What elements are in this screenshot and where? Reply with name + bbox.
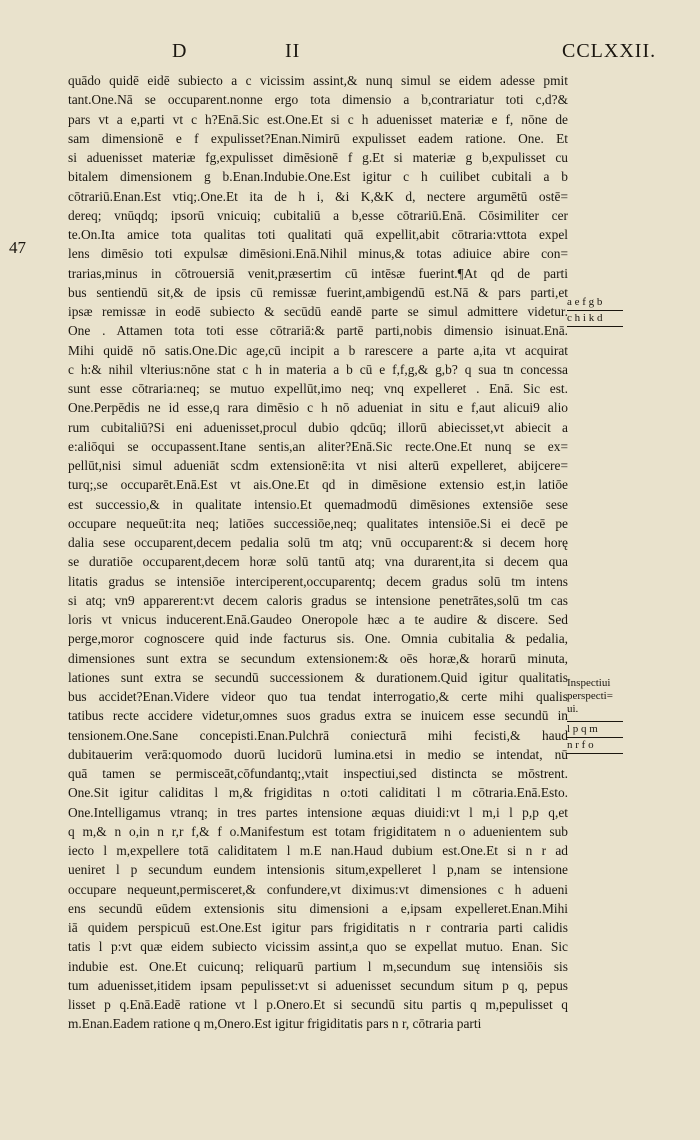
body-text xyxy=(68,71,568,1034)
text-line: indubie est. One.Et cuicunq; reliquarū partium l m,secundum suę intensiōis sis xyxy=(68,958,568,974)
text-line: sam dimensionē e f expulisset?Enan.Nimirū expulisset eadem ratione. One. Et xyxy=(68,130,568,146)
margin-figure-two xyxy=(567,720,623,755)
text-line: dalia sese occuparent,decem pedalia solū tm atq; vnū occuparent:& si decem horę xyxy=(68,535,568,550)
text-line: si atq; vn9 apparerent:vt decem caloris gradus se intensione penetrātes,solū tm cas xyxy=(68,592,568,608)
running-header xyxy=(0,40,700,70)
margin-rule xyxy=(567,721,623,722)
text-line: te.On.Ita amice tota qualitas toti qualitati quā expellit,abit cōtraria:vttota expel xyxy=(68,227,568,242)
text-line: ens secundū eūdem extensionis situ dimensioni a e,ipsam expelleret.Enan.Mihi xyxy=(68,900,568,916)
text-line: litatis gradus se intensiōe interciperent,occuparentq; decem gradus solū tm intens xyxy=(68,573,568,589)
text-line: se duratiōe occuparent,decem horæ solū tantū atq; vna durarent,ita si decem qua xyxy=(68,554,568,570)
text-line: lens dimēsio toti expulsæ dimēsioni.Enā.Nihil minus,& totas adiuice abire con= xyxy=(68,246,568,262)
text-line: iecto l m,expellere totā caliditatem l m.E nan.Haud dubium est.One.Et si n r ad xyxy=(68,843,568,858)
margin-rule xyxy=(567,737,623,738)
text-line: pellūt,nisi simul adueniāt scdm extensionē:ita vt nisi alterū expelleret, abijcere= xyxy=(68,458,568,473)
margin-figure-row: a e f g b xyxy=(567,296,603,308)
folio-number: CCLXXII. xyxy=(562,40,657,62)
text-line: lationes sunt extra se secundū successionem & durationem.Quid igitur qualitatis xyxy=(68,669,568,685)
margin-rule xyxy=(567,310,623,311)
margin-rule xyxy=(567,753,623,754)
text-line: bus sentiendū sit,& de ipsis cū remissæ fuerint,ambigendū est.Nā & pars parti,et xyxy=(68,284,568,300)
text-line: perge,moror cognoscere quid inde facturus sis. One. Omnia cubitalia & pedalia, xyxy=(68,631,568,647)
text-line: bus accidet?Enan.Videre videor quo tua tendat interrogatio,& certe mihi qualis xyxy=(68,689,568,704)
margin-figure-row: l p q m xyxy=(567,723,598,735)
text-line: rum cubitaliū?Si eni aduenisset,procul dubio qdcūq; illorū abiecisset,vt abiecit a xyxy=(68,419,568,435)
text-line: cōtrariū.Enan.Est vtiq;.One.Et ita de h i, &i K,&K d, nectere argumētū ostē= xyxy=(68,188,568,204)
margin-figure-row: c h i k d xyxy=(567,312,603,324)
text-line: One.Intelligamus vtranq; in tres partes intensione æquas diuidi:vt l m,i l p,p q,et xyxy=(68,804,568,820)
text-line: iā quidem perspicuū est.One.Est igitur pars frigiditatis n r contraria parti calidis xyxy=(68,920,568,935)
margin-note-line: perspecti= xyxy=(567,690,613,702)
text-line: quādo quidē eidē subiecto a c vicissim assint,& nunq simul se eidem adesse pmit xyxy=(68,73,568,88)
text-line: m.Enan.Eadem ratione q m,Onero.Est igitur frigiditatis pars n r, cōtraria parti xyxy=(68,1016,482,1032)
text-line: c h:& nihil vlterius:nōne stat c h in materia a b cū e f,f,g,& g,b? q sua tn concessa xyxy=(68,361,568,377)
margin-rule xyxy=(567,326,623,327)
text-line: One . Attamen tota toti esse cōtrariā:& partē parti,nobis dimensio isinuat.Enā. xyxy=(68,323,568,339)
text-line: ueniret l p secundum eundem intensionis situm,expelleret l p,nam se intensione xyxy=(68,862,568,878)
text-line: dimensiones sunt extra se secundum extensionem:& oēs horæ,& horarū minuta, xyxy=(68,650,568,666)
text-line: loris vt vnicus inducerent.Enā.Gaudeo Oneropole hæc a te audire & discere. Sed xyxy=(68,612,568,627)
text-line: occupare nequeunt,permisceret,& confundere,vt diximus:vt dimensiones c h adueni xyxy=(68,881,568,897)
text-line: si aduenisset materiæ fg,expulisset dimēsionē f g.Et si materiæ g b,expulisset cu xyxy=(68,150,568,165)
text-line: One.Perpēdis ne id esse,q rara dimēsio c h nō adueniat in situ e f,aut alicui9 alio xyxy=(68,400,568,416)
text-line: tatis l p:vt quæ eidem subiecto vicissim assint,a quo se expellat mutuo. Enan. Sic xyxy=(68,939,568,955)
text-line: est successio,& in qualitate intensio.Et quemadmodū dimēsiones extensiōe sese xyxy=(68,496,568,512)
leaf-number: II xyxy=(285,40,301,62)
text-line: e:aliōqui se occupassent.Itane sentis,an aliter?Enā.Sic recte.One.Et nunq se ex= xyxy=(68,438,568,454)
text-line: bitalem dimensionem g b.Enan.Indubie.One.Est igitur c h cuilibet cubitali a b xyxy=(68,169,568,185)
text-line: One.Sit igitur caliditas l m,& frigiditas n o:toti caliditati l m cōtraria.Enā.Esto. xyxy=(68,785,568,801)
text-line: tum aduenisset,itidem ipsam pepulisset:vt si aduenisset secundum situm p q, pepus xyxy=(68,977,568,993)
signature-mark: D xyxy=(172,40,188,62)
text-line: tensionem.One.Sane concepisti.Enan.Pulchrā coniecturā mihi fecisti,& haud xyxy=(68,727,568,743)
text-line: occupare nequeūt:ita neq; latiōes successiōe,neq; qualitates intensiōe.Si ei decē pe xyxy=(68,515,568,531)
text-line: dereq; vnūqdq; ipsorū vnicuiq; cubitaliū a b,esse cōtrariū.Enā. Cōsimiliter cer xyxy=(68,207,568,223)
text-line: q m,& n o,in n r,r f,& f o.Manifestum est totam frigiditatem n o aduenientem sub xyxy=(68,823,568,839)
text-line: dubitauerim verā:quomodo duorū lucidorū lumina.etsi in medio se intendat, nū xyxy=(68,746,568,762)
text-line: tant.One.Nā se occuparent.nonne ergo tota dimensio a b,contrariatur toti c,d?& xyxy=(68,92,568,108)
text-line: turq;,se occuparēt.Enā.Est vt ais.One.Et qd in dimēsione extensio est,in latiōe xyxy=(68,477,568,493)
text-line: sunt esse cōtraria:neq; se mutuo expellūt,imo neq; vnq expelleret . Enā. Sic est. xyxy=(68,381,568,396)
margin-figure-row: n r f o xyxy=(567,739,594,751)
text-line: pars vt a e,parti vt c h?Enā.Sic est.One.Et si c h aduenisset materiæ e f, nōne de xyxy=(68,111,568,127)
text-line: quā tamen se permisceāt,cōfundantq;,vtait inspectiui,sed distincta se mōstrent. xyxy=(68,766,568,781)
text-line: lisset p q.Enā.Eadē ratione vt l p.Onero.Et si secundū situ partis q m,pepulisset q xyxy=(68,997,568,1012)
text-line: trarias,minus in cōtrouersiā venit,præsertim cū intēsæ fuerint.¶At qd de parti xyxy=(68,265,568,281)
line-marker-number: 47 xyxy=(9,238,26,257)
margin-note-inspectivi xyxy=(567,677,613,716)
text-line: tatibus recte accidere videtur,omnes suos gradus extra se inuicem esse secundū in xyxy=(68,708,568,724)
text-line: Mihi quidē nō satis.One.Dic age,cū incipit a b rarescere a parte a,ita vt acquirat xyxy=(68,342,568,358)
margin-note-line: Inspectiui xyxy=(567,677,611,689)
margin-note-line: ui. xyxy=(567,703,579,715)
margin-figure-one xyxy=(567,296,623,328)
text-line: ipsæ remissæ in eodē subiecto & secūdū eandē parte se simul admittere videtur. xyxy=(68,304,568,319)
